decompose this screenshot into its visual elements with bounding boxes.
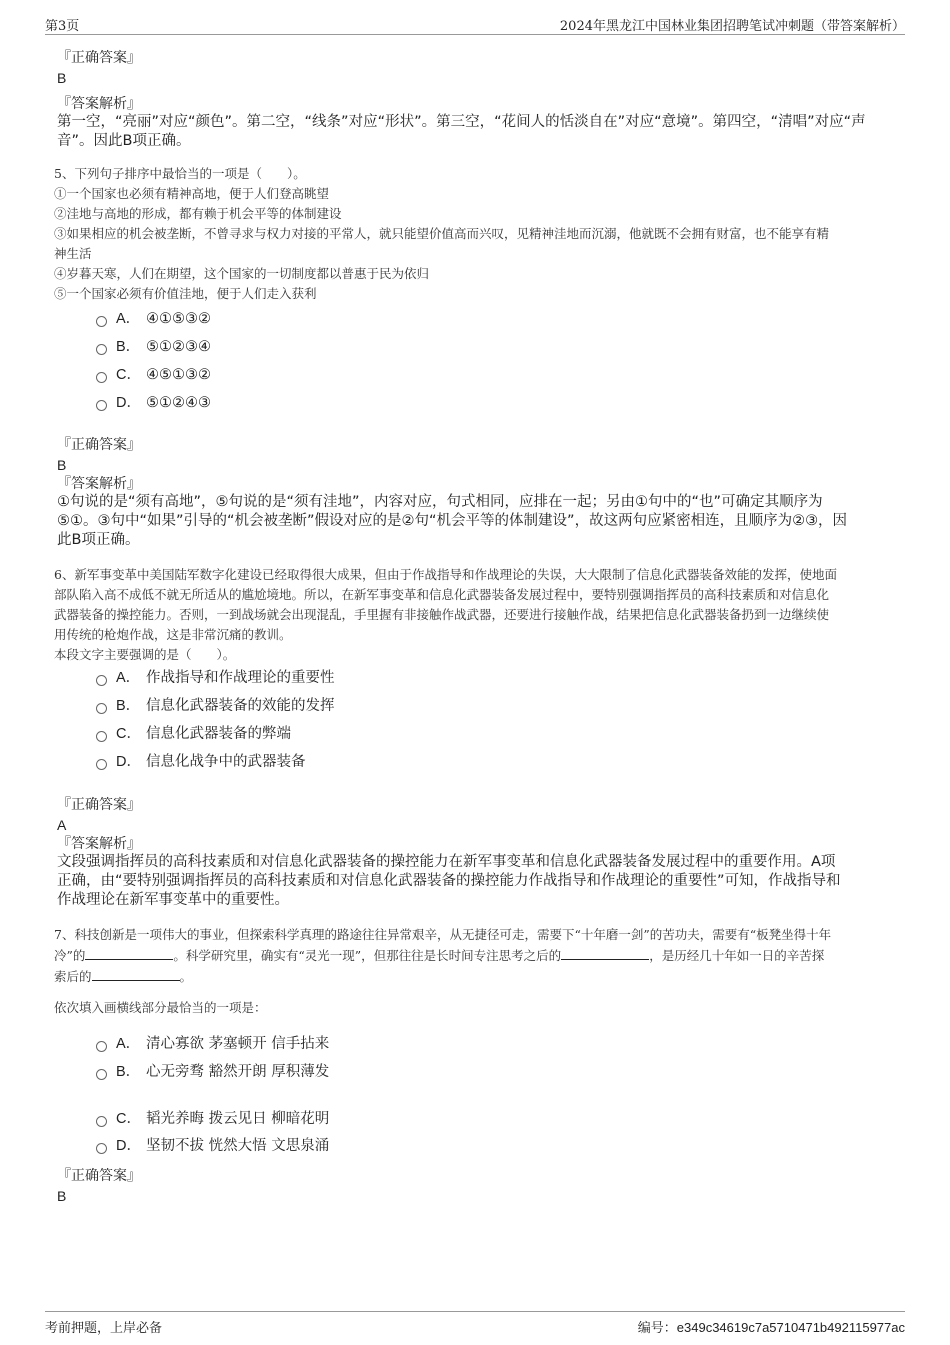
fill-blank-1 bbox=[85, 945, 173, 960]
correct-answer-value: A bbox=[57, 817, 67, 833]
q6-answer-block bbox=[57, 795, 887, 835]
page-footer bbox=[45, 1311, 905, 1338]
radio-icon[interactable] bbox=[96, 400, 107, 411]
correct-answer-value: B bbox=[57, 457, 67, 473]
page-number: 第3页 bbox=[45, 19, 80, 34]
analysis-label: 『答案解析』 bbox=[57, 476, 141, 492]
radio-icon[interactable] bbox=[96, 372, 107, 383]
page-header bbox=[45, 14, 905, 35]
radio-icon[interactable] bbox=[96, 1069, 107, 1080]
correct-answer-label: 『正确答案』 bbox=[57, 1168, 141, 1184]
question-line: ④岁暮天寒，人们在期望，这个国家的一切制度都以普惠于民为依归 bbox=[54, 266, 430, 281]
question-line: 6、新军事变革中美国陆军数字化建设已经取得很大成果，但由于作战指导和作战理论的失误，大大限制了信息化武器装备效能的发挥，使地面 bbox=[54, 567, 837, 582]
q5-option-b[interactable]: B． ⑤①②③④ bbox=[96, 337, 211, 357]
question-line: ⑤一个国家必须有价值洼地，便于人们走入获利 bbox=[54, 286, 317, 301]
q5-option-a[interactable]: A． ④①⑤③② bbox=[96, 309, 211, 329]
radio-icon[interactable] bbox=[96, 731, 107, 742]
question-line: 武器装备的操控能力。否则，一到战场就会出现混乱，手里握有非接触作战武器，还要进行接触作战，结果把信息化武器装备扔到一边继续使 bbox=[54, 607, 830, 622]
question-stem: 5、下列句子排序中最恰当的一项是（ ）。 bbox=[54, 166, 306, 181]
question-line: 冷”的 。科学研究里，确实有“灵光一现”，但那往往是长时间专注思考之后的 ，是历经几十年如一日的辛苦探 bbox=[54, 945, 894, 966]
q5-analysis-block bbox=[57, 475, 887, 550]
q5-option-c[interactable]: C． ④⑤①③② bbox=[96, 365, 211, 385]
question-7-prompt: 依次填入画横线部分最恰当的一项是： bbox=[54, 1000, 267, 1015]
q6-analysis-block bbox=[57, 835, 887, 910]
analysis-label: 『答案解析』 bbox=[57, 836, 141, 852]
q7-option-c[interactable]: C． 韬光养晦 拨云见日 柳暗花明 bbox=[96, 1109, 329, 1129]
q6-option-d[interactable]: D． 信息化战争中的武器装备 bbox=[96, 752, 306, 772]
question-line: 神生活 bbox=[54, 246, 92, 261]
radio-icon[interactable] bbox=[96, 759, 107, 770]
radio-icon[interactable] bbox=[96, 316, 107, 327]
radio-icon[interactable] bbox=[96, 675, 107, 686]
q6-option-b[interactable]: B． 信息化武器装备的效能的发挥 bbox=[96, 696, 335, 716]
q4-answer-block bbox=[57, 48, 887, 88]
document-title: 2024年黑龙江中国林业集团招聘笔试冲刺题（带答案解析） bbox=[559, 19, 905, 34]
analysis-line: 作战理论在新军事变革中的重要性。 bbox=[57, 892, 289, 908]
fill-blank-3 bbox=[92, 966, 180, 981]
document-id: 编号：e349c34619c7a5710471b492115977ac bbox=[637, 1320, 905, 1335]
q5-option-d[interactable]: D． ⑤①②④③ bbox=[96, 393, 211, 413]
q7-option-b[interactable]: B． 心无旁骛 豁然开朗 厚积薄发 bbox=[96, 1062, 329, 1082]
q6-option-c[interactable]: C． 信息化武器装备的弊端 bbox=[96, 724, 291, 744]
q6-option-a[interactable]: A． 作战指导和作战理论的重要性 bbox=[96, 668, 335, 688]
correct-answer-label: 『正确答案』 bbox=[57, 797, 141, 813]
footer-slogan: 考前押题，上岸必备 bbox=[45, 1321, 163, 1336]
analysis-line: 音”。因此B项正确。 bbox=[57, 133, 191, 149]
radio-icon[interactable] bbox=[96, 1041, 107, 1052]
correct-answer-value: B bbox=[57, 70, 67, 86]
question-line: ③如果相应的机会被垄断，不曾寻求与权力对接的平常人，就只能望价值高而兴叹，见精神洼地而沉溺，他就既不会拥有财富，也不能享有精 bbox=[54, 226, 830, 241]
correct-answer-label: 『正确答案』 bbox=[57, 437, 141, 453]
correct-answer-label: 『正确答案』 bbox=[57, 50, 141, 66]
radio-icon[interactable] bbox=[96, 703, 107, 714]
q7-answer-block bbox=[57, 1166, 887, 1206]
q7-option-a[interactable]: A． 清心寡欲 茅塞顿开 信手拈来 bbox=[96, 1034, 329, 1054]
fill-blank-2 bbox=[561, 945, 649, 960]
radio-icon[interactable] bbox=[96, 1143, 107, 1154]
analysis-line: ①句说的是“须有高地”，⑤句说的是“须有洼地”，内容对应，句式相同，应排在一起；另由①句中的“也”可确定其顺序为 bbox=[57, 494, 823, 510]
analysis-label: 『答案解析』 bbox=[57, 96, 141, 112]
q7-option-d[interactable]: D． 坚韧不拔 恍然大悟 文思泉涌 bbox=[96, 1136, 329, 1156]
question-line: 7、科技创新是一项伟大的事业，但探索科学真理的路途往往异常艰辛，从无捷径可走，需要下“十年磨一剑”的苦功夫，需要有“板凳坐得十年 bbox=[54, 927, 832, 942]
radio-icon[interactable] bbox=[96, 344, 107, 355]
question-stem: 本段文字主要强调的是（ ）。 bbox=[54, 647, 236, 662]
analysis-line: 此B项正确。 bbox=[57, 532, 140, 548]
analysis-line: ⑤①。③句中“如果”引导的“机会被垄断”假设对应的是②句“机会平等的体制建设”，故这两句应紧密相连，且顺序为②③，因 bbox=[57, 513, 848, 529]
question-line: 索后的 。 bbox=[54, 966, 894, 987]
correct-answer-value: B bbox=[57, 1188, 67, 1204]
question-6 bbox=[54, 565, 894, 665]
q5-answer-block bbox=[57, 435, 887, 475]
question-line: 用传统的枪炮作战，这是非常沉痛的教训。 bbox=[54, 627, 292, 642]
radio-icon[interactable] bbox=[96, 1116, 107, 1127]
analysis-line: 正确，由“要特别强调指挥员的高科技素质和对信息化武器装备的操控能力作战指导和作战理论的重要性”可知，作战指导和 bbox=[57, 873, 841, 889]
question-line: ②洼地与高地的形成，都有赖于机会平等的体制建设 bbox=[54, 206, 342, 221]
analysis-line: 第一空，“亮丽”对应“颜色”。第二空，“线条”对应“形状”。第三空，“花间人的恬淡自在”对应“意境”。第四空，“清唱”对应“声 bbox=[57, 114, 866, 130]
question-line: ①一个国家也必须有精神高地，便于人们登高眺望 bbox=[54, 186, 330, 201]
q4-analysis-block bbox=[57, 95, 887, 151]
question-line: 部队陷入高不成低不就无所适从的尴尬境地。所以，在新军事变革和信息化武器装备发展过程中，要特别强调指挥员的高科技素质和对信息化 bbox=[54, 587, 830, 602]
analysis-line: 文段强调指挥员的高科技素质和对信息化武器装备的操控能力在新军事变革和信息化武器装备发展过程中的重要作用。A项 bbox=[57, 854, 836, 870]
question-7 bbox=[54, 925, 894, 987]
question-5 bbox=[54, 164, 894, 304]
